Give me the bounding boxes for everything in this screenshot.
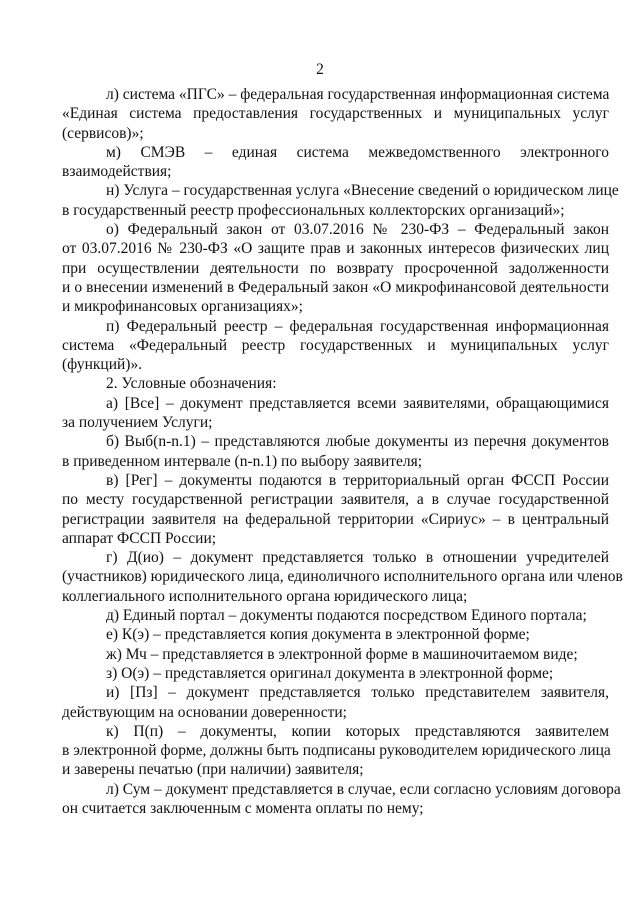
text-line: он считается заключенным с момента оплаты по нему;: [62, 799, 424, 817]
text-line: (сервисов)»;: [62, 124, 144, 142]
text-line: (участников) юридического лица, единоличного исполнительного органа или членов: [62, 568, 623, 586]
text-line: п) Федеральный реестр – федеральная государственная информационная: [106, 317, 609, 335]
text-line: б) Выб(n-n.1) – представляются любые документы из перечня документов: [106, 433, 609, 451]
text-line: л) система «ПГС» – федеральная государственная информационная система: [106, 86, 610, 103]
text-line: ж) Мч – представляется в электронной форме в машиночитаемом виде;: [106, 645, 578, 663]
text-line: 2. Условные обозначения:: [106, 375, 277, 393]
text-line: и микрофинансовых организациях»;: [62, 298, 303, 316]
paragraph-s2: [62, 374, 609, 393]
text-line: и заверены печатью (при наличии) заявителя;: [62, 761, 364, 779]
text-line: м) СМЭВ – единая система межведомственного электронного: [106, 143, 609, 161]
text-line: е) К(э) – представляется копия документа в электронной форме;: [106, 626, 530, 644]
paragraph-z: [62, 664, 609, 683]
paragraph-g: [62, 548, 623, 606]
paragraph-i: [62, 683, 609, 722]
paragraph-zh: [62, 645, 609, 664]
text-line: а) [Все] – документ представляется всеми заявителями, обращающимися: [106, 394, 609, 412]
text-line: в) [Рег] – документы подаются в территориальный орган ФССП России: [106, 471, 609, 489]
text-line: в государственный реестр профессиональных коллекторских организаций»;: [62, 201, 565, 219]
text-line: взаимодействия;: [62, 163, 172, 181]
text-line: система «Федеральный реестр государственных и муниципальных услуг: [62, 336, 609, 354]
text-line: н) Услуга – государственная услуга «Внесение сведений о юридическом лице: [106, 182, 619, 200]
paragraph-m: [62, 143, 609, 182]
text-line: в электронной форме, должны быть подписаны руководителем юридического лица: [62, 742, 611, 760]
text-line: д) Единый портал – документы подаются посредством Единого портала;: [106, 607, 587, 625]
paragraph-k: [62, 722, 609, 780]
paragraph-d: [62, 606, 609, 625]
paragraph-l2: [62, 780, 621, 819]
text-line: и о внесении изменений в Федеральный закон «О микрофинансовой деятельности: [62, 278, 609, 296]
paragraph-b: [62, 432, 609, 471]
paragraph-n: [62, 181, 619, 220]
text-line: в приведенном интервале (n-n.1) по выбору заявителя;: [62, 452, 423, 470]
paragraph-v: [62, 471, 609, 548]
paragraph-o: [62, 220, 609, 316]
document-body: [62, 85, 623, 818]
text-line: аппарат ФССП России;: [62, 529, 217, 547]
text-line: г) Д(ио) – документ представляется только в отношении учредителей: [106, 549, 609, 567]
page-number: 2: [316, 61, 324, 78]
text-line: «Единая система предоставления государственных и муниципальных услуг: [62, 105, 609, 123]
text-line: (функций)».: [62, 356, 143, 374]
text-line: за получением Услуги;: [62, 414, 213, 432]
text-line: действующим на основании доверенности;: [62, 703, 347, 721]
paragraph-p: [62, 317, 609, 375]
text-line: регистрации заявителя на федеральной территории «Сириус» – в центральный: [62, 510, 609, 528]
text-line: коллегиального исполнительного органа юридического лица;: [62, 587, 468, 605]
paragraph-a: [62, 394, 609, 433]
text-line: от 03.07.2016 № 230-ФЗ «О защите прав и законных интересов физических лиц: [62, 240, 609, 258]
text-line: к) П(п) – документы, копии которых представляются заявителем: [106, 722, 609, 740]
text-line: и) [Пз] – документ представляется только представителем заявителя,: [106, 684, 609, 702]
text-line: о) Федеральный закон от 03.07.2016 № 230-ФЗ – Федеральный закон: [106, 221, 609, 239]
text-line: по месту государственной регистрации заявителя, а в случае государственной: [62, 491, 609, 509]
text-line: з) О(э) – представляется оригинал документа в электронной форме;: [106, 664, 554, 682]
paragraph-l1: [62, 85, 609, 143]
text-line: л) Сум – документ представляется в случае, если согласно условиям договора: [106, 780, 621, 798]
text-line: при осуществлении деятельности по возврату просроченной задолженности: [62, 259, 609, 277]
paragraph-e: [62, 625, 609, 644]
